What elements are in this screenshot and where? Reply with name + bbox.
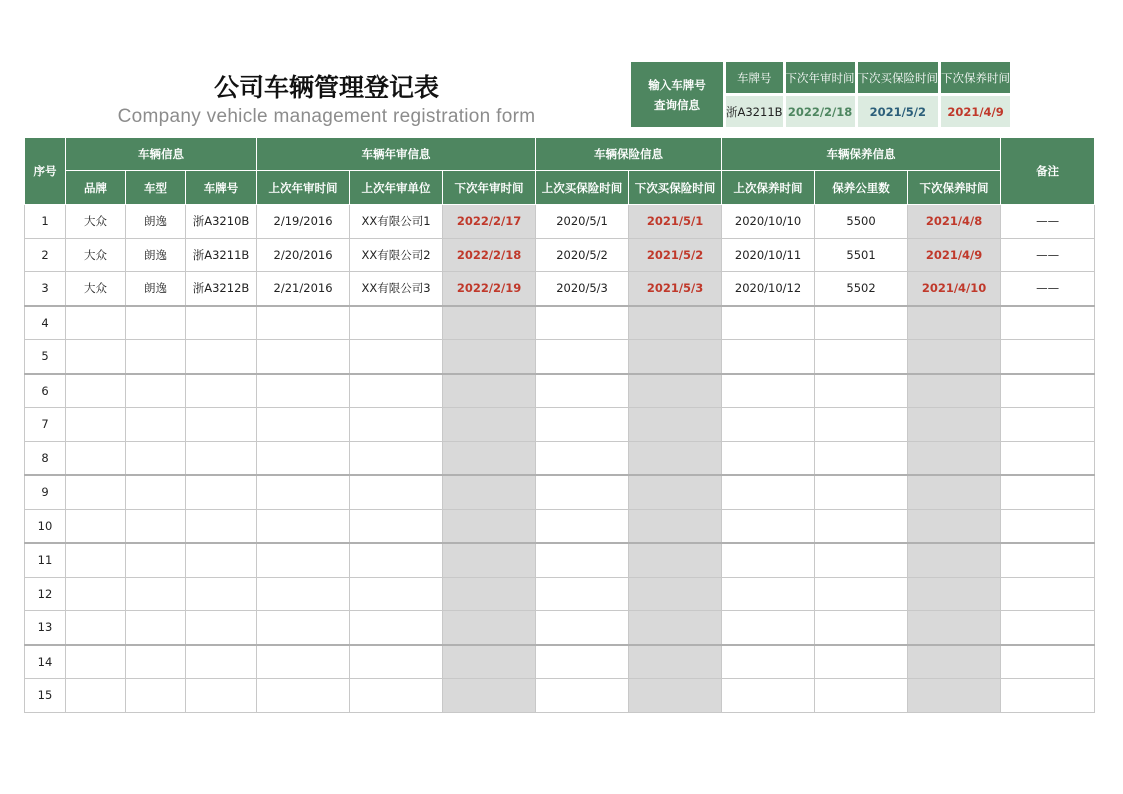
cell-next-inspection[interactable] [443, 543, 536, 577]
table-row [25, 475, 1095, 509]
cell-next-insurance[interactable] [629, 306, 722, 340]
cell-seq[interactable]: 5 [25, 340, 66, 374]
cell-model[interactable] [126, 340, 186, 374]
cell-next-insurance[interactable] [629, 408, 722, 442]
cell-next-insurance[interactable] [629, 645, 722, 679]
cell-next-inspection[interactable] [443, 408, 536, 442]
cell-last-insurance[interactable] [536, 679, 629, 713]
cell-next-inspection[interactable] [443, 645, 536, 679]
cell-plate[interactable] [186, 577, 257, 611]
cell-last-maintenance[interactable] [722, 679, 815, 713]
header-next-maintenance: 下次保养时间 [908, 171, 1001, 205]
cell-note[interactable] [1001, 408, 1095, 442]
cell-seq[interactable]: 10 [25, 509, 66, 543]
cell-mileage[interactable]: 5500 [815, 205, 908, 239]
cell-last-inspection[interactable] [257, 340, 350, 374]
cell-seq[interactable]: 1 [25, 205, 66, 239]
cell-inspection-unit[interactable] [350, 441, 443, 475]
table-row [25, 645, 1095, 679]
cell-last-inspection[interactable] [257, 374, 350, 408]
cell-brand[interactable] [66, 509, 126, 543]
cell-model[interactable]: 朗逸 [126, 238, 186, 272]
cell-mileage[interactable] [815, 340, 908, 374]
cell-last-insurance[interactable] [536, 340, 629, 374]
header-last-insurance: 上次买保险时间 [536, 171, 629, 205]
cell-seq[interactable]: 6 [25, 374, 66, 408]
cell-inspection-unit[interactable] [350, 543, 443, 577]
group-maintenance-info: 车辆保养信息 [722, 138, 1001, 171]
header-last-inspection: 上次年审时间 [257, 171, 350, 205]
cell-last-maintenance[interactable] [722, 611, 815, 645]
cell-note[interactable] [1001, 374, 1095, 408]
cell-next-maintenance[interactable] [908, 306, 1001, 340]
cell-last-insurance[interactable] [536, 306, 629, 340]
cell-next-insurance[interactable] [629, 509, 722, 543]
cell-brand[interactable]: 大众 [66, 238, 126, 272]
cell-next-maintenance[interactable] [908, 441, 1001, 475]
cell-seq[interactable]: 4 [25, 306, 66, 340]
cell-brand[interactable] [66, 340, 126, 374]
cell-inspection-unit[interactable] [350, 577, 443, 611]
header-mileage: 保养公里数 [815, 171, 908, 205]
cell-last-insurance[interactable]: 2020/5/3 [536, 272, 629, 306]
cell-last-inspection[interactable]: 2/19/2016 [257, 205, 350, 239]
cell-next-inspection[interactable] [443, 306, 536, 340]
header-next-insurance: 下次买保险时间 [629, 171, 722, 205]
cell-last-inspection[interactable] [257, 475, 350, 509]
lookup-header-next-insurance: 下次买保险时间 [858, 62, 939, 93]
cell-next-inspection[interactable]: 2022/2/17 [443, 205, 536, 239]
cell-seq[interactable]: 9 [25, 475, 66, 509]
cell-next-insurance[interactable] [629, 543, 722, 577]
cell-model[interactable] [126, 408, 186, 442]
cell-inspection-unit[interactable] [350, 306, 443, 340]
cell-last-insurance[interactable] [536, 577, 629, 611]
table-row [25, 306, 1095, 340]
cell-inspection-unit[interactable] [350, 611, 443, 645]
cell-last-maintenance[interactable] [722, 306, 815, 340]
cell-plate[interactable] [186, 408, 257, 442]
cell-model[interactable]: 朗逸 [126, 272, 186, 306]
cell-inspection-unit[interactable] [350, 408, 443, 442]
cell-note[interactable] [1001, 306, 1095, 340]
table-row [25, 441, 1095, 475]
table-row [25, 543, 1095, 577]
cell-next-inspection[interactable]: 2022/2/18 [443, 238, 536, 272]
cell-note[interactable] [1001, 679, 1095, 713]
cell-mileage[interactable] [815, 577, 908, 611]
cell-inspection-unit[interactable] [350, 374, 443, 408]
lookup-next-maintenance-value: 2021/4/9 [941, 96, 1010, 127]
cell-next-maintenance[interactable]: 2021/4/10 [908, 272, 1001, 306]
cell-note[interactable]: —— [1001, 272, 1095, 306]
cell-mileage[interactable] [815, 408, 908, 442]
cell-last-inspection[interactable] [257, 543, 350, 577]
cell-seq[interactable]: 15 [25, 679, 66, 713]
header-note: 备注 [1001, 138, 1095, 205]
cell-plate[interactable] [186, 306, 257, 340]
cell-next-insurance[interactable]: 2021/5/2 [629, 238, 722, 272]
cell-model[interactable]: 朗逸 [126, 205, 186, 239]
cell-mileage[interactable] [815, 611, 908, 645]
cell-last-maintenance[interactable] [722, 577, 815, 611]
vehicle-registry-table [24, 137, 1095, 713]
lookup-label [631, 62, 723, 127]
lookup-label-line1: 输入车牌号 [648, 77, 706, 92]
cell-model[interactable] [126, 475, 186, 509]
cell-last-insurance[interactable] [536, 543, 629, 577]
cell-next-maintenance[interactable] [908, 679, 1001, 713]
lookup-label-line2: 查询信息 [654, 97, 700, 112]
cell-next-inspection[interactable] [443, 509, 536, 543]
cell-last-inspection[interactable] [257, 441, 350, 475]
group-inspection-info: 车辆年审信息 [257, 138, 536, 171]
cell-last-inspection[interactable]: 2/20/2016 [257, 238, 350, 272]
cell-model[interactable] [126, 441, 186, 475]
cell-next-maintenance[interactable] [908, 509, 1001, 543]
cell-plate[interactable]: 浙A3212B [186, 272, 257, 306]
cell-seq[interactable]: 7 [25, 408, 66, 442]
cell-next-insurance[interactable] [629, 611, 722, 645]
cell-next-maintenance[interactable] [908, 543, 1001, 577]
cell-note[interactable] [1001, 577, 1095, 611]
cell-last-inspection[interactable] [257, 611, 350, 645]
cell-next-insurance[interactable] [629, 577, 722, 611]
lookup-plate-input[interactable]: 浙A3211B [726, 96, 783, 127]
cell-model[interactable] [126, 611, 186, 645]
cell-mileage[interactable] [815, 475, 908, 509]
cell-next-maintenance[interactable] [908, 475, 1001, 509]
cell-last-maintenance[interactable] [722, 374, 815, 408]
header-plate: 车牌号 [186, 171, 257, 205]
cell-seq[interactable]: 8 [25, 441, 66, 475]
cell-last-maintenance[interactable] [722, 509, 815, 543]
table-row [25, 611, 1095, 645]
cell-mileage[interactable] [815, 441, 908, 475]
cell-next-inspection[interactable] [443, 475, 536, 509]
cell-seq[interactable]: 14 [25, 645, 66, 679]
cell-plate[interactable] [186, 340, 257, 374]
cell-note[interactable] [1001, 340, 1095, 374]
cell-brand[interactable] [66, 441, 126, 475]
table-row [25, 374, 1095, 408]
lookup-header-next-inspection: 下次年审时间 [786, 62, 855, 93]
cell-brand[interactable] [66, 645, 126, 679]
header-inspection-unit: 上次年审单位 [350, 171, 443, 205]
cell-last-inspection[interactable] [257, 679, 350, 713]
cell-next-inspection[interactable]: 2022/2/19 [443, 272, 536, 306]
cell-last-maintenance[interactable]: 2020/10/12 [722, 272, 815, 306]
cell-next-maintenance[interactable] [908, 577, 1001, 611]
group-vehicle-info: 车辆信息 [66, 138, 257, 171]
header-model: 车型 [126, 171, 186, 205]
cell-last-maintenance[interactable]: 2020/10/10 [722, 205, 815, 239]
cell-next-insurance[interactable] [629, 475, 722, 509]
header-last-maintenance: 上次保养时间 [722, 171, 815, 205]
cell-brand[interactable] [66, 306, 126, 340]
cell-brand[interactable]: 大众 [66, 205, 126, 239]
page-subtitle: Company vehicle management registration form [117, 106, 536, 127]
cell-inspection-unit[interactable]: XX有限公司2 [350, 238, 443, 272]
table-row [25, 509, 1095, 543]
cell-next-maintenance[interactable] [908, 340, 1001, 374]
cell-last-maintenance[interactable] [722, 645, 815, 679]
cell-mileage[interactable] [815, 509, 908, 543]
cell-brand[interactable] [66, 543, 126, 577]
cell-mileage[interactable]: 5502 [815, 272, 908, 306]
table-row [25, 340, 1095, 374]
cell-next-inspection[interactable] [443, 441, 536, 475]
cell-next-insurance[interactable]: 2021/5/1 [629, 205, 722, 239]
table-row [25, 272, 1095, 306]
cell-next-insurance[interactable] [629, 340, 722, 374]
cell-seq[interactable]: 3 [25, 272, 66, 306]
lookup-header-next-maintenance: 下次保养时间 [941, 62, 1010, 93]
table-row [25, 577, 1095, 611]
cell-brand[interactable] [66, 475, 126, 509]
cell-last-insurance[interactable] [536, 374, 629, 408]
header-brand: 品牌 [66, 171, 126, 205]
cell-last-insurance[interactable]: 2020/5/1 [536, 205, 629, 239]
cell-next-inspection[interactable] [443, 374, 536, 408]
header-next-inspection: 下次年审时间 [443, 171, 536, 205]
cell-plate[interactable]: 浙A3210B [186, 205, 257, 239]
cell-next-inspection[interactable] [443, 679, 536, 713]
cell-next-maintenance[interactable] [908, 611, 1001, 645]
header-seq: 序号 [25, 138, 66, 205]
cell-plate[interactable] [186, 441, 257, 475]
cell-inspection-unit[interactable]: XX有限公司3 [350, 272, 443, 306]
cell-next-inspection[interactable] [443, 611, 536, 645]
cell-mileage[interactable] [815, 306, 908, 340]
cell-last-maintenance[interactable] [722, 543, 815, 577]
cell-model[interactable] [126, 306, 186, 340]
cell-last-insurance[interactable] [536, 509, 629, 543]
cell-model[interactable] [126, 374, 186, 408]
cell-mileage[interactable] [815, 679, 908, 713]
cell-next-maintenance[interactable] [908, 645, 1001, 679]
cell-next-inspection[interactable] [443, 577, 536, 611]
table-row [25, 408, 1095, 442]
cell-plate[interactable] [186, 475, 257, 509]
cell-mileage[interactable] [815, 543, 908, 577]
cell-model[interactable] [126, 645, 186, 679]
cell-brand[interactable] [66, 679, 126, 713]
table-row [25, 205, 1095, 239]
lookup-panel [628, 62, 1013, 127]
cell-last-insurance[interactable]: 2020/5/2 [536, 238, 629, 272]
cell-last-inspection[interactable] [257, 645, 350, 679]
cell-seq[interactable]: 2 [25, 238, 66, 272]
cell-next-insurance[interactable]: 2021/5/3 [629, 272, 722, 306]
cell-inspection-unit[interactable] [350, 340, 443, 374]
cell-seq[interactable]: 13 [25, 611, 66, 645]
lookup-next-inspection-value: 2022/2/18 [786, 96, 855, 127]
cell-inspection-unit[interactable]: XX有限公司1 [350, 205, 443, 239]
cell-mileage[interactable] [815, 374, 908, 408]
cell-plate[interactable] [186, 645, 257, 679]
cell-next-maintenance[interactable]: 2021/4/8 [908, 205, 1001, 239]
cell-next-insurance[interactable] [629, 441, 722, 475]
cell-brand[interactable] [66, 611, 126, 645]
cell-last-maintenance[interactable] [722, 441, 815, 475]
cell-model[interactable] [126, 509, 186, 543]
cell-last-maintenance[interactable]: 2020/10/11 [722, 238, 815, 272]
cell-last-insurance[interactable] [536, 408, 629, 442]
cell-note[interactable] [1001, 509, 1095, 543]
cell-last-maintenance[interactable] [722, 408, 815, 442]
cell-last-insurance[interactable] [536, 611, 629, 645]
cell-last-inspection[interactable] [257, 408, 350, 442]
cell-seq[interactable]: 12 [25, 577, 66, 611]
cell-last-inspection[interactable] [257, 509, 350, 543]
cell-plate[interactable] [186, 679, 257, 713]
cell-last-maintenance[interactable] [722, 475, 815, 509]
cell-last-inspection[interactable]: 2/21/2016 [257, 272, 350, 306]
cell-brand[interactable] [66, 374, 126, 408]
cell-inspection-unit[interactable] [350, 509, 443, 543]
lookup-header-plate: 车牌号 [726, 62, 783, 93]
cell-note[interactable] [1001, 475, 1095, 509]
cell-last-inspection[interactable] [257, 577, 350, 611]
cell-note[interactable] [1001, 611, 1095, 645]
page-title: 公司车辆管理登记表 [213, 73, 439, 102]
cell-brand[interactable] [66, 577, 126, 611]
cell-next-insurance[interactable] [629, 679, 722, 713]
cell-inspection-unit[interactable] [350, 645, 443, 679]
cell-mileage[interactable]: 5501 [815, 238, 908, 272]
cell-last-maintenance[interactable] [722, 340, 815, 374]
cell-next-inspection[interactable] [443, 340, 536, 374]
cell-last-insurance[interactable] [536, 475, 629, 509]
cell-plate[interactable] [186, 611, 257, 645]
cell-next-maintenance[interactable] [908, 374, 1001, 408]
table-row [25, 679, 1095, 713]
cell-model[interactable] [126, 679, 186, 713]
table-row [25, 238, 1095, 272]
group-insurance-info: 车辆保险信息 [536, 138, 722, 171]
cell-plate[interactable] [186, 543, 257, 577]
cell-brand[interactable] [66, 408, 126, 442]
cell-inspection-unit[interactable] [350, 679, 443, 713]
cell-plate[interactable]: 浙A3211B [186, 238, 257, 272]
cell-model[interactable] [126, 543, 186, 577]
cell-note[interactable]: —— [1001, 238, 1095, 272]
cell-plate[interactable] [186, 374, 257, 408]
cell-next-maintenance[interactable]: 2021/4/9 [908, 238, 1001, 272]
cell-model[interactable] [126, 577, 186, 611]
cell-brand[interactable]: 大众 [66, 272, 126, 306]
cell-plate[interactable] [186, 509, 257, 543]
cell-last-insurance[interactable] [536, 645, 629, 679]
lookup-next-insurance-value: 2021/5/2 [858, 96, 939, 127]
cell-last-insurance[interactable] [536, 441, 629, 475]
cell-inspection-unit[interactable] [350, 475, 443, 509]
cell-seq[interactable]: 11 [25, 543, 66, 577]
cell-last-inspection[interactable] [257, 306, 350, 340]
cell-mileage[interactable] [815, 645, 908, 679]
cell-note[interactable]: —— [1001, 205, 1095, 239]
cell-note[interactable] [1001, 543, 1095, 577]
cell-next-maintenance[interactable] [908, 408, 1001, 442]
cell-note[interactable] [1001, 645, 1095, 679]
cell-note[interactable] [1001, 441, 1095, 475]
cell-next-insurance[interactable] [629, 374, 722, 408]
